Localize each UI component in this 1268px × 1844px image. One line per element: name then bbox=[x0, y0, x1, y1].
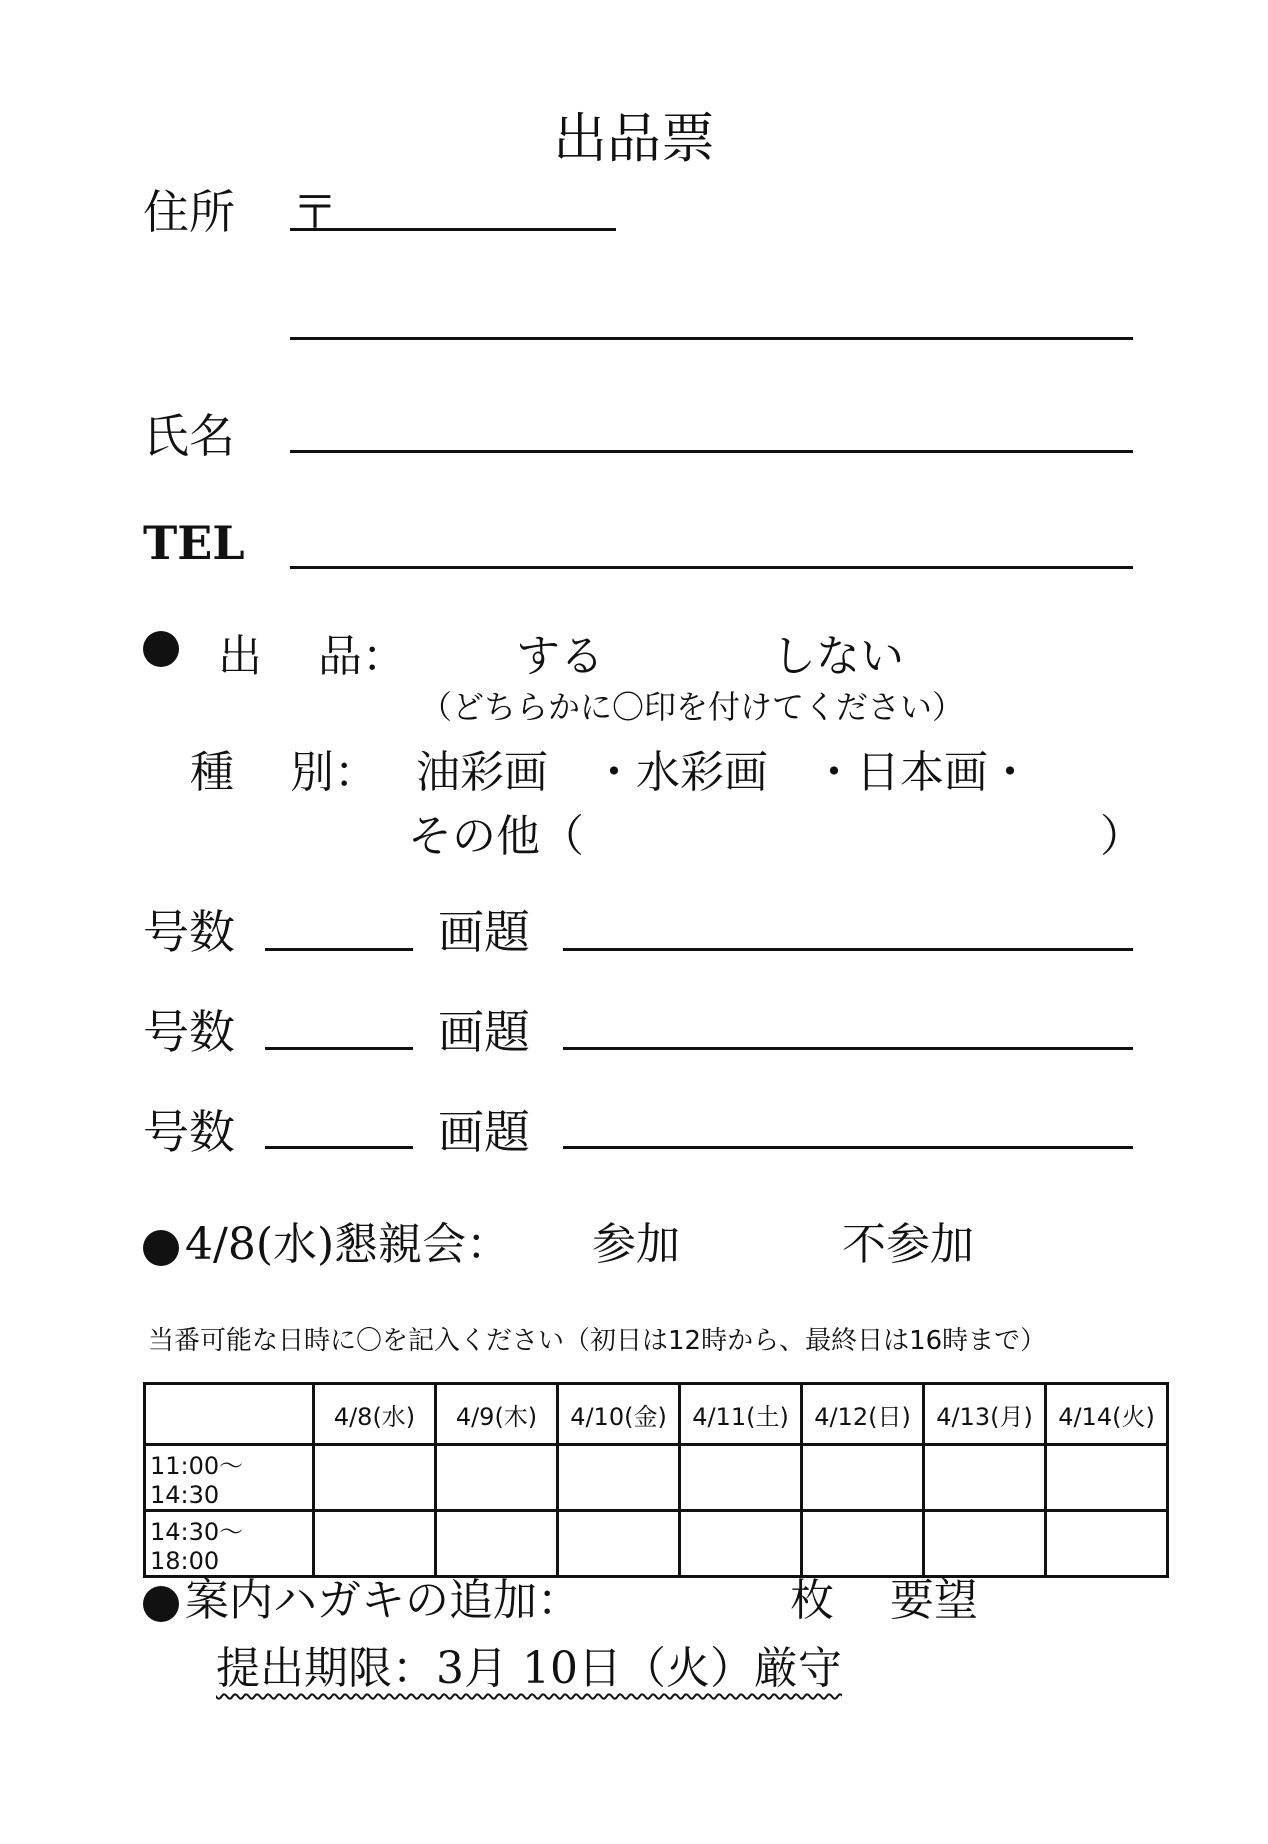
duty-instruction: 当番可能な日時に〇を記入ください（初日は12時から、最終日は16時まで） bbox=[148, 1326, 1047, 1356]
duty-date-header: 4/12(日) bbox=[802, 1384, 924, 1445]
exhibit-option-no[interactable]: しない bbox=[772, 631, 904, 682]
work-title-field[interactable] bbox=[563, 948, 1133, 951]
work-title-label: 画題 bbox=[438, 1105, 530, 1159]
category-label-b: 別： bbox=[290, 747, 378, 798]
duty-cell[interactable] bbox=[314, 1445, 436, 1511]
exhibit-label-a: 出 bbox=[218, 631, 262, 682]
work-size-field[interactable] bbox=[265, 1047, 413, 1050]
duty-date-header: 4/9(木) bbox=[436, 1384, 558, 1445]
name-field[interactable] bbox=[290, 450, 1133, 453]
party-row bbox=[143, 1208, 510, 1272]
address-label: 住所 bbox=[143, 185, 235, 239]
work-size-label: 号数 bbox=[143, 905, 235, 959]
work-title-label: 画題 bbox=[438, 1005, 530, 1059]
exhibit-note: （どちらかに〇印を付けてください） bbox=[420, 688, 965, 726]
duty-cell[interactable] bbox=[1046, 1445, 1168, 1511]
category-other-close: ） bbox=[1100, 811, 1144, 862]
duty-header-row bbox=[145, 1384, 1168, 1445]
deadline-text: 提出期限：3月 10日（火）厳守 bbox=[216, 1643, 842, 1694]
category-other-label[interactable]: その他（ bbox=[408, 811, 584, 862]
work-title-field[interactable] bbox=[563, 1146, 1133, 1149]
duty-slot-row bbox=[145, 1445, 1168, 1511]
work-title-field[interactable] bbox=[563, 1047, 1133, 1050]
duty-table bbox=[143, 1382, 1169, 1578]
exhibit-option-yes[interactable]: する bbox=[516, 631, 604, 682]
deadline-notice bbox=[216, 1632, 842, 1696]
duty-cell[interactable] bbox=[436, 1445, 558, 1511]
category-options[interactable]: 油彩画 ・水彩画 ・日本画・ bbox=[416, 747, 1032, 798]
work-title-label: 画題 bbox=[438, 905, 530, 959]
work-size-label: 号数 bbox=[143, 1005, 235, 1059]
duty-cell[interactable] bbox=[802, 1445, 924, 1511]
bullet-icon bbox=[143, 631, 179, 667]
duty-cell[interactable] bbox=[680, 1511, 802, 1577]
party-label: 4/8(水)懇親会： bbox=[185, 1219, 511, 1270]
postal-code-field[interactable] bbox=[290, 228, 616, 231]
duty-corner-cell bbox=[145, 1384, 314, 1445]
party-option-yes[interactable]: 参加 bbox=[592, 1219, 680, 1270]
exhibit-label-b: 品： bbox=[318, 631, 406, 682]
duty-date-header: 4/11(土) bbox=[680, 1384, 802, 1445]
postcards-label: 案内ハガキの追加： bbox=[185, 1575, 581, 1626]
postcards-unit: 枚 bbox=[790, 1575, 834, 1626]
work-size-field[interactable] bbox=[265, 1146, 413, 1149]
exhibit-row bbox=[143, 620, 185, 671]
postal-mark: 〒 bbox=[292, 185, 338, 239]
duty-date-header: 4/8(水) bbox=[314, 1384, 436, 1445]
name-label: 氏名 bbox=[143, 409, 235, 463]
party-option-no[interactable]: 不参加 bbox=[842, 1219, 974, 1270]
duty-cell[interactable] bbox=[1046, 1511, 1168, 1577]
tel-field[interactable] bbox=[290, 566, 1133, 569]
duty-cell[interactable] bbox=[924, 1445, 1046, 1511]
postcards-row bbox=[143, 1564, 581, 1628]
bullet-icon bbox=[143, 1230, 179, 1266]
tel-label: TEL bbox=[143, 516, 245, 570]
duty-cell[interactable] bbox=[680, 1445, 802, 1511]
duty-slot-label: 14:30〜18:00 bbox=[145, 1511, 314, 1577]
duty-date-header: 4/10(金) bbox=[558, 1384, 680, 1445]
form-title: 出品票 bbox=[553, 107, 715, 170]
duty-cell[interactable] bbox=[558, 1445, 680, 1511]
work-size-field[interactable] bbox=[265, 948, 413, 951]
category-label-a: 種 bbox=[190, 747, 234, 798]
address-field[interactable] bbox=[290, 337, 1133, 340]
postcards-suffix: 要望 bbox=[890, 1575, 978, 1626]
duty-date-header: 4/14(火) bbox=[1046, 1384, 1168, 1445]
duty-slot-label: 11:00〜14:30 bbox=[145, 1445, 314, 1511]
bullet-icon bbox=[143, 1586, 179, 1622]
duty-date-header: 4/13(月) bbox=[924, 1384, 1046, 1445]
work-size-label: 号数 bbox=[143, 1105, 235, 1159]
